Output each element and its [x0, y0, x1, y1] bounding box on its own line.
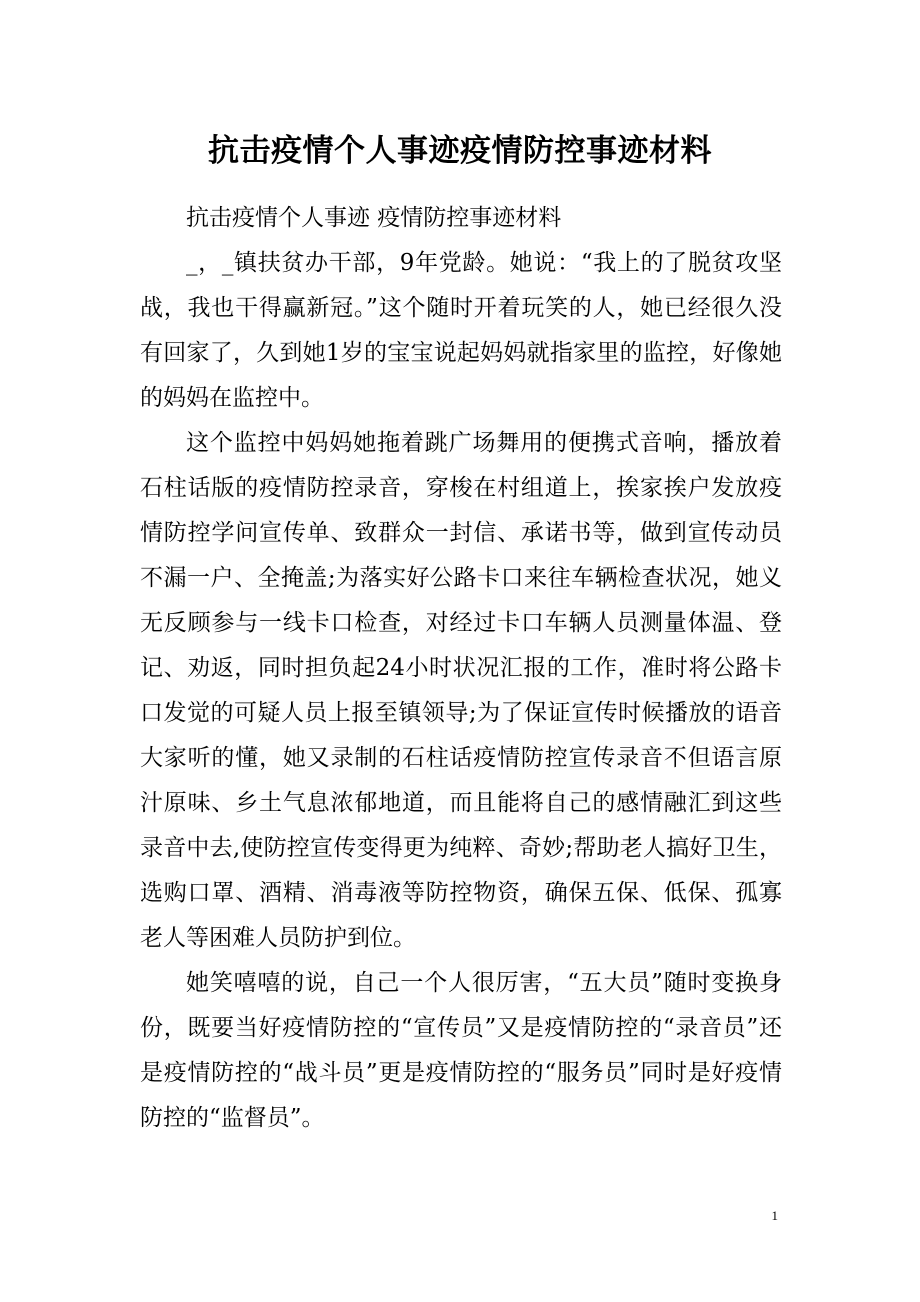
- paragraph-five-roles: 她笑嘻嘻的说，自己一个人很厉害，“五大员”随时变换身份，既要当好疫情防控的“宣传员”又是疫情防控的“录音员”还是疫情防控的“战斗员”更是疫情防控的“服务员”同时是好疫情防控的“监督员”。: [140, 970, 782, 1131]
- page-number: 1: [771, 1208, 778, 1223]
- paragraph-intro: _，_镇扶贫办干部，9年党龄。她说：“我上的了脱贫攻坚战，我也干得赢新冠。”这个随时开着玩笑的人，她已经很久没有回家了，久到她1岁的宝宝说起妈妈就指家里的监控，好像她的妈妈在监控中。: [140, 250, 782, 411]
- document-body: [140, 196, 782, 1141]
- paragraph-work-description: 这个监控中妈妈她拖着跳广场舞用的便携式音响，播放着石柱话版的疫情防控录音，穿梭在村组道上，挨家挨户发放疫情防控学问宣传单、致群众一封信、承诺书等，做到宣传动员不漏一户、全掩盖;为落实好公路卡口来往车辆检查状况，她义无反顾参与一线卡口检查，对经过卡口车辆人员测量体温、登记、劝返，同时担负起24小时状况汇报的工作，准时将公路卡口发觉的可疑人员上报至镇领导;为了保证宣传时候播放的语音大家听的懂，她又录制的石柱话疫情防控宣传录音不但语言原汁原味、乡土气息浓郁地道，而且能将自己的感情融汇到这些录音中去,使防控宣传变得更为纯粹、奇妙;帮助老人搞好卫生，选购口罩、酒精、消毒液等防控物资，确保五保、低保、孤寡老人等困难人员防护到位。: [140, 430, 782, 951]
- paragraph-subtitle: 抗击疫情个人事迹 疫情防控事迹材料: [186, 205, 562, 231]
- document-title: 抗击疫情个人事迹疫情防控事迹材料: [208, 133, 712, 169]
